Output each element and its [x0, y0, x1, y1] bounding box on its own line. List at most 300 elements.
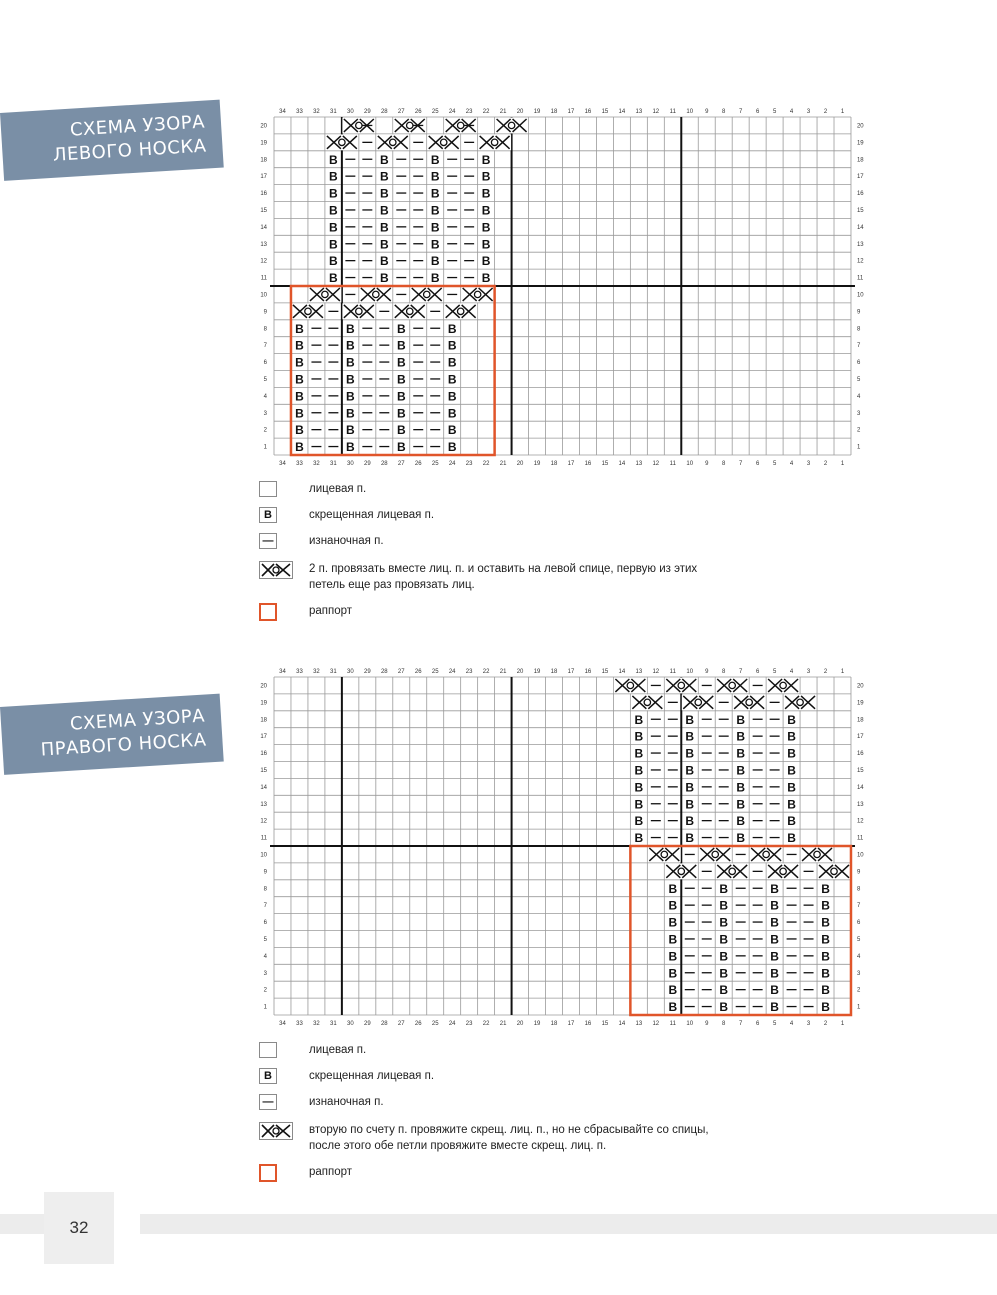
twisted-knit-stitch: B: [481, 220, 491, 235]
cross-stitch-icon: [818, 863, 851, 879]
twisted-knit-stitch: B: [821, 949, 830, 964]
column-number: 33: [296, 669, 303, 675]
column-number: 26: [414, 109, 422, 115]
twisted-knit-stitch: B: [719, 949, 729, 964]
cross-stitch-icon: [359, 287, 392, 303]
cross-stitch-icon: [325, 134, 358, 150]
twisted-knit-stitch: B: [481, 237, 491, 252]
column-number: 9: [705, 109, 709, 115]
cross-stitch-icon: [733, 694, 766, 710]
column-number: 12: [652, 461, 660, 467]
row-number: 15: [260, 207, 267, 214]
banner-line-2: ПРАВОГО НОСКА: [40, 729, 208, 761]
column-number: 19: [533, 669, 541, 675]
twisted-knit-stitch: B: [719, 966, 729, 981]
twisted-knit-stitch: B: [736, 814, 746, 829]
row-number: 2: [856, 427, 861, 434]
row-number: 9: [856, 869, 861, 876]
column-number: 32: [313, 1021, 320, 1027]
twisted-knit-stitch: B: [668, 983, 678, 998]
row-number: 20: [856, 683, 864, 690]
legend-rapport: [259, 603, 353, 621]
twisted-knit-stitch: B: [396, 406, 406, 421]
column-number: 31: [330, 669, 337, 675]
twisted-knit-stitch: B: [787, 712, 796, 727]
row-number: 6: [263, 360, 267, 367]
row-number: 4: [856, 953, 861, 960]
cross-stitch-icon: [308, 287, 341, 303]
twisted-knit-stitch: B: [346, 406, 355, 421]
column-number: 26: [414, 461, 422, 467]
column-number: 14: [618, 461, 626, 467]
row-number: 4: [263, 393, 267, 400]
column-number: 30: [347, 109, 354, 115]
row-number: 20: [856, 123, 864, 130]
twisted-knit-stitch: B: [329, 169, 338, 184]
row-number: 10: [260, 852, 267, 859]
column-number: 33: [296, 109, 303, 115]
column-number: 20: [516, 109, 524, 115]
column-number: 30: [347, 461, 354, 467]
column-number: 24: [448, 1021, 456, 1027]
column-number: 29: [363, 669, 371, 675]
row-number: 14: [856, 784, 864, 791]
column-number: 24: [448, 461, 456, 467]
twisted-knit-symbol-icon: B: [259, 507, 277, 523]
row-number: 5: [856, 376, 861, 383]
twisted-knit-stitch: B: [396, 423, 406, 438]
column-number: 4: [789, 669, 794, 675]
twisted-knit-stitch: B: [447, 406, 457, 421]
twisted-knit-stitch: B: [396, 355, 406, 370]
column-number: 13: [635, 461, 643, 467]
twisted-knit-stitch: B: [329, 220, 338, 235]
twisted-knit-stitch: B: [668, 966, 678, 981]
row-number: 18: [856, 157, 864, 164]
row-number: 8: [856, 886, 861, 893]
knit-symbol-icon: [259, 1042, 277, 1058]
row-number: 16: [856, 751, 864, 758]
row-number: 12: [856, 258, 864, 265]
cross-stitch-icon: [631, 694, 664, 710]
column-number: 26: [414, 669, 422, 675]
twisted-knit-stitch: B: [447, 355, 457, 370]
column-number: 32: [313, 669, 320, 675]
row-number: 7: [856, 903, 861, 910]
column-number: 4: [789, 461, 794, 467]
column-number: 32: [313, 109, 320, 115]
row-number: 7: [856, 343, 861, 350]
twisted-knit-stitch: B: [379, 203, 389, 218]
column-number: 22: [482, 669, 490, 675]
legend-rapport-label: раппорт: [309, 1166, 353, 1178]
column-number: 8: [722, 461, 726, 467]
page-number: 32: [44, 1192, 114, 1264]
legend-knit-label: лицевая п.: [309, 483, 367, 495]
twisted-knit-stitch: B: [821, 966, 830, 981]
column-number: 28: [380, 109, 388, 115]
footer-bar: [140, 1214, 997, 1234]
twisted-knit-stitch: B: [295, 406, 304, 421]
column-number: 24: [448, 669, 456, 675]
twisted-knit-stitch: B: [634, 797, 644, 812]
legend-purl: [259, 1094, 384, 1110]
twisted-knit-stitch: B: [787, 729, 796, 744]
column-number: 24: [448, 109, 456, 115]
twisted-knit-stitch: B: [685, 763, 695, 778]
column-number: 19: [533, 1021, 541, 1027]
column-number: 16: [584, 461, 592, 467]
twisted-knit-stitch: B: [668, 898, 678, 913]
row-number: 19: [260, 700, 267, 707]
twisted-knit-stitch: B: [481, 254, 491, 269]
twisted-knit-stitch: B: [447, 372, 457, 387]
row-number: 10: [260, 292, 267, 299]
cross-stitch-symbol-icon: [259, 561, 293, 579]
column-number: 15: [601, 461, 609, 467]
column-number: 14: [618, 109, 626, 115]
column-number: 6: [755, 669, 760, 675]
row-number: 6: [263, 920, 267, 927]
banner-line-2: ЛЕВОГО НОСКА: [52, 135, 208, 166]
row-number: 1: [856, 444, 861, 451]
cross-stitch-icon: [478, 134, 511, 150]
row-number: 12: [260, 818, 267, 825]
twisted-knit-stitch: B: [346, 389, 355, 404]
twisted-knit-stitch: B: [736, 797, 746, 812]
cross-stitch-icon: [444, 303, 477, 319]
row-number: 19: [856, 140, 864, 147]
cross-stitch-icon: [495, 118, 528, 134]
row-number: 4: [856, 393, 861, 400]
twisted-knit-stitch: B: [447, 389, 457, 404]
twisted-knit-stitch: B: [736, 712, 746, 727]
twisted-knit-stitch: B: [719, 1000, 729, 1015]
column-number: 16: [584, 669, 592, 675]
twisted-knit-stitch: B: [770, 983, 779, 998]
column-number: 18: [550, 109, 558, 115]
legend-knit: [259, 481, 367, 497]
twisted-knit-stitch: B: [396, 372, 406, 387]
row-number: 6: [856, 360, 861, 367]
row-number: 7: [263, 343, 267, 350]
cross-stitch-icon: [750, 847, 783, 863]
twisted-knit-stitch: B: [770, 915, 779, 930]
twisted-knit-stitch: B: [379, 271, 389, 286]
column-number: 8: [722, 109, 726, 115]
column-number: 21: [499, 109, 507, 115]
twisted-knit-stitch: B: [719, 881, 729, 896]
column-number: 22: [482, 1021, 490, 1027]
row-number: 1: [263, 1004, 267, 1011]
row-number: 12: [260, 258, 267, 265]
row-number: 11: [856, 835, 864, 842]
column-number: 16: [584, 1021, 592, 1027]
row-number: 8: [263, 326, 267, 333]
column-number: 4: [789, 1021, 794, 1027]
cross-stitch-symbol-icon: [259, 1122, 293, 1140]
twisted-knit-stitch: B: [447, 440, 457, 455]
column-number: 2: [823, 669, 828, 675]
column-number: 2: [823, 109, 828, 115]
cross-stitch-icon: [716, 863, 749, 879]
twisted-knit-stitch: B: [346, 423, 355, 438]
twisted-knit-stitch: B: [634, 763, 644, 778]
column-number: 10: [686, 1021, 694, 1027]
row-number: 20: [260, 683, 267, 690]
column-number: 25: [431, 109, 439, 115]
twisted-knit-stitch: B: [821, 932, 830, 947]
column-number: 1: [840, 461, 845, 467]
column-number: 6: [755, 109, 760, 115]
twisted-knit-stitch: B: [668, 1000, 678, 1015]
row-number: 9: [263, 869, 267, 876]
twisted-knit-stitch: B: [787, 797, 796, 812]
row-number: 18: [856, 717, 864, 724]
column-number: 23: [465, 669, 473, 675]
column-number: 11: [669, 461, 676, 467]
column-number: 21: [499, 669, 507, 675]
legend-purl: [259, 533, 384, 549]
column-number: 25: [431, 1021, 439, 1027]
column-number: 19: [533, 461, 541, 467]
column-number: 4: [789, 109, 794, 115]
column-number: 3: [806, 669, 811, 675]
column-number: 32: [313, 461, 320, 467]
twisted-knit-stitch: B: [430, 220, 440, 235]
column-number: 27: [397, 461, 405, 467]
knit-symbol-icon: [259, 481, 277, 497]
row-number: 2: [856, 987, 861, 994]
row-number: 11: [856, 275, 864, 282]
column-number: 27: [397, 669, 405, 675]
twisted-knit-stitch: B: [396, 440, 406, 455]
twisted-knit-stitch: B: [430, 237, 440, 252]
column-number: 10: [686, 461, 694, 467]
cross-stitch-icon: [784, 694, 817, 710]
column-number: 9: [705, 461, 709, 467]
row-number: 5: [263, 936, 267, 943]
cross-stitch-icon: [376, 134, 409, 150]
column-number: 5: [772, 1021, 777, 1027]
row-number: 10: [856, 292, 864, 299]
column-number: 28: [380, 1021, 388, 1027]
column-number: 15: [601, 1021, 609, 1027]
legend-cross-line-2: после этого обе петли провяжите вместе скрещ. лиц. п.: [309, 1140, 607, 1152]
column-number: 5: [772, 669, 777, 675]
twisted-knit-stitch: B: [430, 203, 440, 218]
twisted-knit-stitch: B: [770, 1000, 779, 1015]
row-number: 5: [856, 936, 861, 943]
cross-stitch-icon: [699, 847, 732, 863]
twisted-knit-stitch: B: [379, 152, 389, 167]
twisted-knit-stitch: B: [787, 746, 796, 761]
column-number: 10: [686, 669, 694, 675]
twisted-knit-stitch: B: [295, 321, 304, 336]
banner-line-1: СХЕМА УЗОРА: [69, 705, 206, 735]
column-number: 7: [739, 109, 743, 115]
column-number: 18: [550, 669, 558, 675]
twisted-knit-stitch: B: [770, 949, 779, 964]
twisted-knit-stitch: B: [668, 949, 678, 964]
column-number: 6: [755, 1021, 760, 1027]
row-number: 8: [263, 886, 267, 893]
row-number: 13: [856, 241, 864, 248]
column-number: 25: [431, 669, 439, 675]
cross-stitch-icon: [716, 678, 749, 694]
rapport-symbol-icon: [259, 1164, 277, 1182]
twisted-knit-stitch: B: [447, 423, 457, 438]
column-number: 23: [465, 461, 473, 467]
column-number: 15: [601, 669, 609, 675]
column-number: 2: [823, 461, 828, 467]
cross-stitch-icon: [682, 694, 715, 710]
column-number: 17: [567, 669, 575, 675]
twisted-knit-stitch: B: [430, 186, 440, 201]
twisted-knit-stitch: B: [329, 254, 338, 269]
twisted-knit-stitch: B: [787, 831, 796, 846]
row-number: 2: [263, 427, 267, 434]
column-number: 6: [755, 461, 760, 467]
twisted-knit-stitch: B: [685, 746, 695, 761]
row-number: 4: [263, 953, 267, 960]
column-number: 31: [330, 109, 337, 115]
column-number: 23: [465, 109, 473, 115]
column-number: 30: [347, 669, 354, 675]
column-number: 21: [499, 461, 507, 467]
column-number: 31: [330, 461, 337, 467]
twisted-knit-stitch: B: [379, 237, 389, 252]
twisted-knit-stitch: B: [634, 814, 644, 829]
column-number: 26: [414, 1021, 422, 1027]
row-number: 2: [263, 987, 267, 994]
cross-stitch-icon: [614, 678, 647, 694]
column-number: 1: [840, 1021, 845, 1027]
column-number: 22: [482, 461, 490, 467]
twisted-knit-stitch: B: [719, 915, 729, 930]
twisted-knit-stitch: B: [481, 186, 491, 201]
row-number: 20: [260, 123, 267, 130]
twisted-knit-stitch: B: [736, 729, 746, 744]
twisted-knit-stitch: B: [329, 152, 338, 167]
twisted-knit-stitch: B: [295, 423, 304, 438]
column-number: 31: [330, 1021, 337, 1027]
cross-stitch-icon: [410, 287, 443, 303]
row-number: 11: [260, 275, 267, 282]
twisted-knit-stitch: B: [668, 881, 678, 896]
column-number: 13: [635, 109, 643, 115]
column-number: 14: [618, 669, 626, 675]
row-number: 10: [856, 852, 864, 859]
twisted-knit-stitch: B: [770, 898, 779, 913]
twisted-knit-stitch: B: [396, 338, 406, 353]
column-number: 18: [550, 1021, 558, 1027]
column-number: 29: [363, 1021, 371, 1027]
twisted-knit-stitch: B: [719, 898, 729, 913]
row-number: 17: [260, 174, 267, 181]
column-number: 5: [772, 109, 777, 115]
column-number: 22: [482, 109, 490, 115]
cross-stitch-icon: [291, 303, 324, 319]
row-number: 8: [856, 326, 861, 333]
twisted-knit-stitch: B: [821, 898, 830, 913]
twisted-knit-stitch: B: [447, 338, 457, 353]
twisted-knit-stitch: B: [634, 712, 644, 727]
row-number: 3: [263, 970, 267, 977]
column-number: 30: [347, 1021, 354, 1027]
twisted-knit-stitch: B: [430, 152, 440, 167]
row-number: 17: [856, 734, 864, 741]
column-number: 20: [516, 461, 524, 467]
twisted-knit-stitch: B: [685, 712, 695, 727]
column-number: 25: [431, 461, 439, 467]
right-sock-chart: [0, 660, 997, 1040]
legend-cross-line-1: вторую по счету п. провяжите скрещ. лиц. п., но не сбрасывайте со спицы,: [309, 1124, 709, 1136]
column-number: 20: [516, 1021, 524, 1027]
row-number: 13: [260, 241, 267, 248]
twisted-knit-stitch: B: [346, 372, 355, 387]
twisted-knit-stitch: B: [379, 220, 389, 235]
column-number: 8: [722, 1021, 726, 1027]
column-number: 34: [279, 461, 286, 467]
twisted-knit-stitch: B: [770, 932, 779, 947]
cross-stitch-icon: [648, 847, 681, 863]
legend-cross: [259, 561, 698, 591]
column-number: 12: [652, 669, 660, 675]
column-number: 8: [722, 669, 726, 675]
twisted-knit-stitch: B: [821, 881, 830, 896]
row-number: 13: [856, 801, 864, 808]
twisted-knit-stitch: B: [634, 746, 644, 761]
column-number: 17: [567, 461, 575, 467]
row-number: 12: [856, 818, 864, 825]
column-number: 9: [705, 1021, 709, 1027]
twisted-knit-stitch: B: [329, 203, 338, 218]
banner-line-1: СХЕМА УЗОРА: [69, 111, 206, 141]
column-number: 27: [397, 1021, 405, 1027]
twisted-knit-stitch: B: [770, 881, 779, 896]
row-number: 9: [856, 309, 861, 316]
legend-twisted: [259, 1068, 435, 1084]
row-number: 14: [260, 784, 267, 791]
twisted-knit-stitch: B: [447, 321, 457, 336]
twisted-knit-stitch: B: [668, 915, 678, 930]
column-number: 3: [806, 109, 811, 115]
legend-cross-label: [309, 1122, 749, 1154]
column-number: 23: [465, 1021, 473, 1027]
twisted-knit-stitch: B: [634, 729, 644, 744]
column-number: 17: [567, 1021, 575, 1027]
twisted-knit-stitch: B: [379, 254, 389, 269]
column-number: 28: [380, 669, 388, 675]
legend-rapport: [259, 1164, 353, 1182]
row-number: 17: [856, 174, 864, 181]
column-number: 13: [635, 669, 643, 675]
legend-twisted-label: скрещенная лицевая п.: [309, 509, 435, 521]
twisted-knit-stitch: B: [430, 271, 440, 286]
row-number: 3: [263, 410, 267, 417]
column-number: 7: [739, 461, 743, 467]
column-number: 15: [601, 109, 609, 115]
twisted-knit-stitch: B: [379, 169, 389, 184]
twisted-knit-stitch: B: [685, 729, 695, 744]
row-number: 15: [260, 767, 267, 774]
twisted-knit-stitch: B: [821, 915, 830, 930]
cross-stitch-icon: [665, 863, 698, 879]
column-number: 11: [669, 1021, 676, 1027]
legend-purl-label: изнаночная п.: [309, 535, 384, 547]
cross-stitch-icon: [767, 863, 800, 879]
